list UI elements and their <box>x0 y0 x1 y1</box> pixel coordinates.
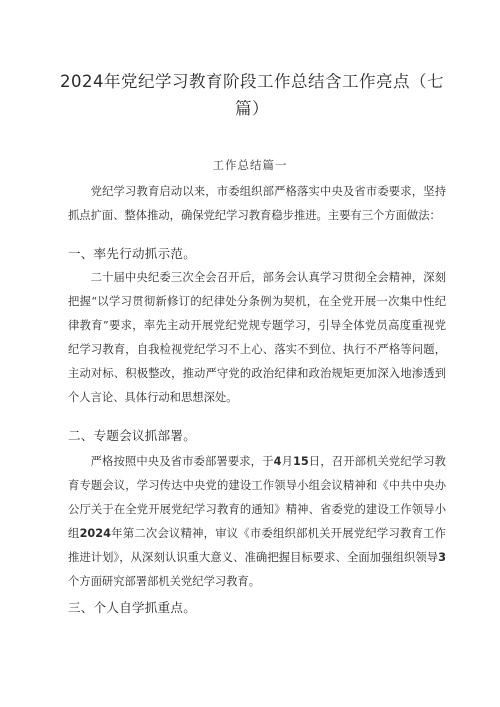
aspect-count: 3 <box>438 551 446 564</box>
body-text: 日，召开部机关党纪学习教育专题会议，学习传达中央党的建设工作领导小组会议精神和《中共中央办公厅关于在全党开展党纪学习教育的通知》精神、省委党的建设工作领导小组 <box>68 455 446 540</box>
section-subtitle: 工作总结篇一 <box>212 158 288 172</box>
body-text: 月 <box>281 455 294 468</box>
section-one-body: 二十届中央纪委三次全会召开后，部务会认真学习贯彻全会精神，深刻把握“以学习贯彻新修订的纪律处分条例为契机，在全党开展一次集中性纪律教育”要求，率先主动开展党纪党规专题学习，引导全体党员高度重视党纪学习教育，自我检视党纪学习不上心、落实不到位、执行不严格等问题，主动对标、积极整改，推动严守党的政治纪律和政治规矩更加深入地渗透到个人言论、具体行动和思想深处。 <box>68 271 446 404</box>
intro-paragraph: 党纪学习教育启动以来，市委组织部严格落实中央及省市委要求，坚持抓点扩面、整体推动，确保党纪学习教育稳步推进。主要有三个方面做法： <box>68 185 446 222</box>
date-month: 4 <box>273 455 282 468</box>
body-text: 个方面研究部署部机关党纪学习教育。 <box>68 575 261 588</box>
section-two-body <box>68 450 446 594</box>
heading-three: 三、个人自学抓重点。 <box>68 600 197 615</box>
document-title: 2024年党纪学习教育阶段工作总结含工作亮点（七篇） <box>60 72 444 118</box>
heading-one: 一、率先行动抓示范。 <box>68 246 197 261</box>
date-day: 15 <box>293 455 309 468</box>
year-number: 2024 <box>79 527 112 540</box>
body-text: 严格按照中央及省市委部署要求，于 <box>90 455 274 468</box>
heading-two: 二、专题会议抓部署。 <box>68 428 197 443</box>
body-text: 年第二次会议精神，审议《市委组织部机关开展党纪学习教育工作推进计划》，从深刻认识重大意义、准确把握目标要求、全面加强组织领导 <box>68 527 446 564</box>
